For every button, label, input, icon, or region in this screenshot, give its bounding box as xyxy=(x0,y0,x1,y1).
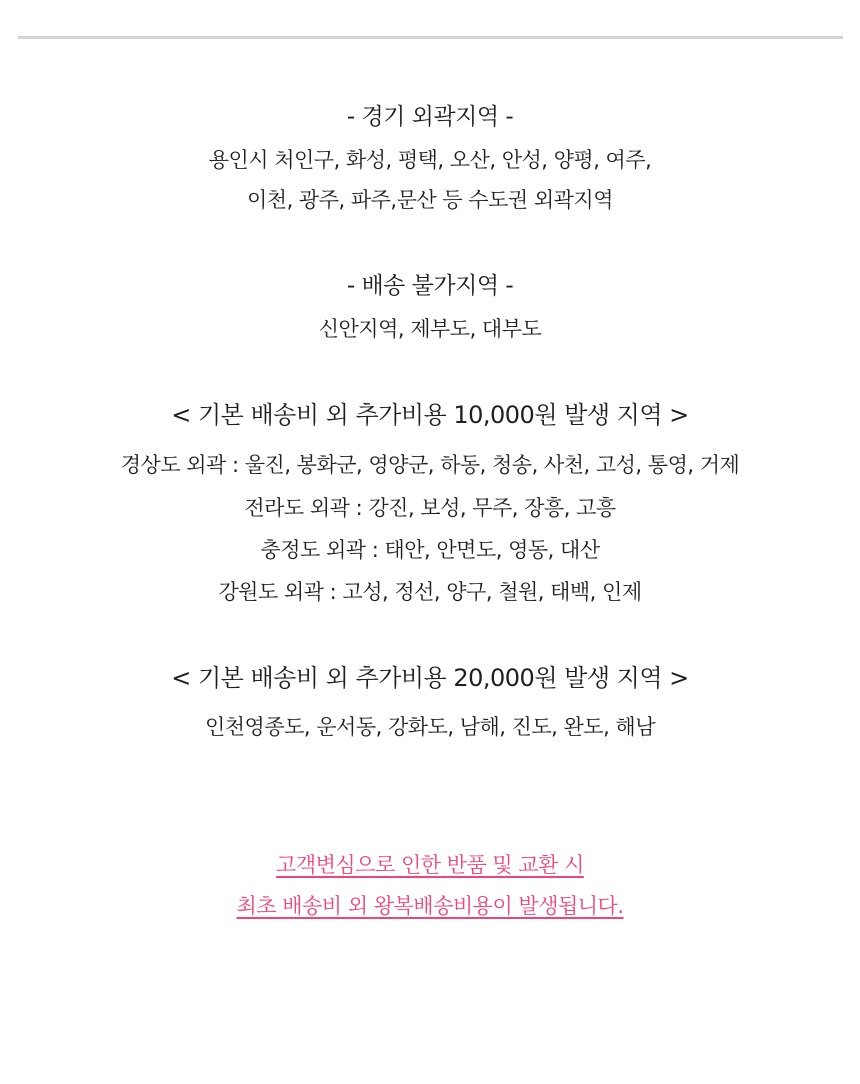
top-divider xyxy=(18,36,843,39)
return-notice-line-2: 최초 배송비 외 왕복배송비용이 발생됩니다. xyxy=(236,894,624,918)
extra-10000-title: < 기본 배송비 외 추가비용 10,000원 발생 지역 > xyxy=(171,401,689,429)
unavailable-title: - 배송 불가지역 - xyxy=(346,273,514,299)
gyeonggi-title: - 경기 외곽지역 - xyxy=(346,104,514,130)
gyeonggi-regions-line-1: 용인시 처인구, 화성, 평택, 오산, 안성, 양평, 여주, xyxy=(208,148,652,172)
unavailable-regions: 신안지역, 제부도, 대부도 xyxy=(318,317,542,341)
gyeongsang-outskirts: 경상도 외곽 : 울진, 봉화군, 영양군, 하동, 청송, 사천, 고성, 통영, 거제 xyxy=(120,453,740,477)
gyeonggi-regions-line-2: 이천, 광주, 파주,문산 등 수도권 외곽지역 xyxy=(247,188,613,212)
jeolla-outskirts: 전라도 외곽 : 강진, 보성, 무주, 장흥, 고흥 xyxy=(244,496,616,520)
extra-20000-regions: 인천영종도, 운서동, 강화도, 남해, 진도, 완도, 해남 xyxy=(204,715,656,739)
chungcheong-outskirts: 충정도 외곽 : 태안, 안면도, 영동, 대산 xyxy=(260,538,600,562)
return-notice-line-1: 고객변심으로 인한 반품 및 교환 시 xyxy=(276,853,584,877)
extra-20000-title: < 기본 배송비 외 추가비용 20,000원 발생 지역 > xyxy=(171,664,689,692)
gangwon-outskirts: 강원도 외곽 : 고성, 정선, 양구, 철원, 태백, 인제 xyxy=(218,580,642,604)
